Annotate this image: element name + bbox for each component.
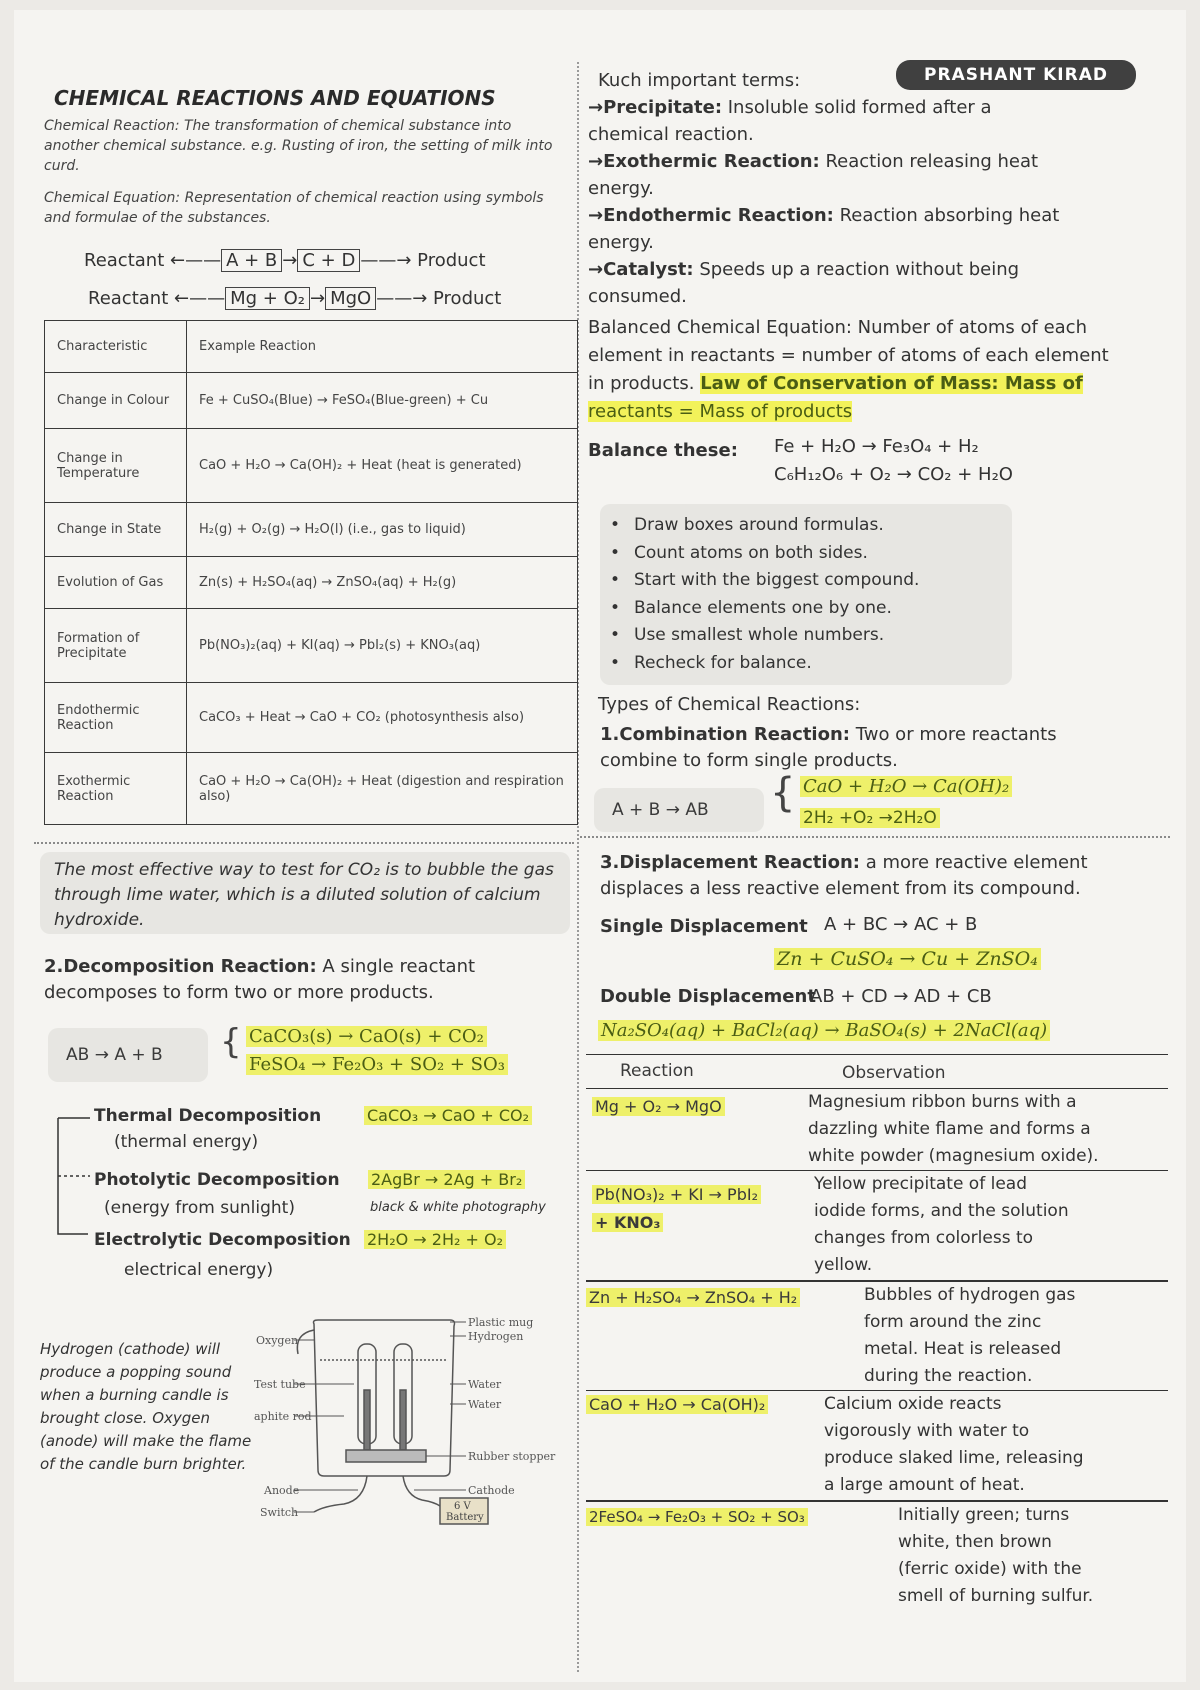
- combination-eq1: [800, 776, 1012, 797]
- decomposition-eq1: [246, 1026, 487, 1047]
- observation-cell: [808, 1089, 1099, 1170]
- brand-badge: PRASHANT KIRAD: [896, 60, 1136, 90]
- observation-line: Yellow precipitate of lead: [814, 1174, 1027, 1194]
- thermal-decomposition: [94, 1104, 321, 1129]
- double-displacement-eq: AB + CD → AD + CB: [810, 986, 992, 1007]
- table-row: [586, 1088, 1168, 1170]
- thermal-sub: (thermal energy): [114, 1132, 259, 1152]
- equation-text: Na₂SO₄(aq) + BaCl₂(aq) → BaSO₄(s) + 2NaCl(aq): [598, 1020, 1050, 1041]
- table-row: [45, 753, 578, 825]
- types-heading: Types of Chemical Reactions:: [598, 694, 861, 715]
- table-row: [45, 503, 578, 557]
- table-cell: Fe + CuSO₄(Blue) → FeSO₄(Blue-green) + Cu: [187, 373, 578, 429]
- observation-line: vigorously with water to: [824, 1421, 1030, 1441]
- observation-line: metal. Heat is released: [864, 1339, 1062, 1359]
- decomposition-text: A single reactant: [316, 956, 476, 977]
- term-desc: energy.: [588, 232, 654, 253]
- electrolytic-sub: electrical energy): [124, 1260, 274, 1280]
- list-item: • Recheck for balance.: [610, 650, 1002, 678]
- single-displacement-example: [774, 948, 1041, 970]
- type-name: Thermal Decomposition: [94, 1106, 322, 1126]
- electrolytic-decomposition: [94, 1228, 351, 1253]
- balance-eq2: C₆H₁₂O₆ + O₂ → CO₂ + H₂O: [774, 464, 1013, 485]
- combination-text: Two or more reactants: [849, 724, 1057, 745]
- reactant-box: A + B: [221, 249, 282, 272]
- electrode-left: [364, 1390, 370, 1450]
- arrow-right-icon: ——→: [376, 288, 428, 309]
- displacement-text: displaces a less reactive element from its compound.: [600, 878, 1081, 899]
- table-header-cell: Characteristic: [45, 321, 187, 373]
- conservation-law: Law of Conservation of Mass: Mass of: [700, 373, 1083, 394]
- balanced-text: element in reactants = number of atoms of each element: [588, 345, 1109, 366]
- list-item: • Start with the biggest compound.: [610, 567, 1002, 595]
- table-cell: Change in Colour: [45, 373, 187, 429]
- definition-chemical-reaction: Chemical Reaction: The transformation of chemical substance into another chemical substance. e.g. Rusting of iron, the setting of milk into curd.: [44, 118, 553, 174]
- table-row: [45, 683, 578, 753]
- observation-line: a large amount of heat.: [824, 1475, 1025, 1495]
- equation-text: CaO + H₂O → Ca(OH)₂: [800, 776, 1012, 797]
- label-cathode: Cathode: [468, 1484, 515, 1497]
- equation-text: 2H₂O → 2H₂ + O₂: [364, 1230, 506, 1249]
- decomposition-general: AB → A + B: [48, 1028, 208, 1082]
- displacement-definition: [600, 850, 1170, 902]
- label-rubber-stopper: Rubber stopper: [468, 1450, 556, 1463]
- list-item: • Balance elements one by one.: [610, 595, 1002, 623]
- term-desc: consumed.: [588, 286, 687, 307]
- term-desc: Insoluble solid formed after a: [722, 97, 992, 118]
- label-hydrogen: Hydrogen: [468, 1330, 524, 1343]
- balancing-steps-list: [600, 504, 1012, 685]
- observation-line: Initially green; turns: [898, 1505, 1070, 1525]
- combination-general: A + B → AB: [594, 788, 764, 832]
- label-switch: Switch: [260, 1506, 299, 1519]
- observation-line: Magnesium ribbon burns with a: [808, 1092, 1077, 1112]
- table-cell: H₂(g) + O₂(g) → H₂O(l) (i.e., gas to liquid): [187, 503, 578, 557]
- observation-line: dazzling white flame and forms a: [808, 1119, 1091, 1139]
- term-desc: Reaction releasing heat: [819, 151, 1039, 172]
- reaction-cell: Pb(NO₃)₂ + KI → PbI₂: [592, 1185, 761, 1204]
- arrow-right-icon: ——→: [360, 250, 412, 271]
- term-endothermic: [588, 202, 1168, 229]
- equation-text: Zn + CuSO₄ → Cu + ZnSO₄: [774, 948, 1041, 970]
- wire-left: [314, 1476, 367, 1512]
- brace-icon: {: [220, 1022, 242, 1062]
- table-row: [45, 557, 578, 609]
- section-divider-right: [580, 836, 1170, 838]
- observation-line: (ferric oxide) with the: [898, 1559, 1082, 1579]
- equation-text: 2AgBr → 2Ag + Br₂: [368, 1170, 525, 1189]
- label-battery-voltage: 6 V: [454, 1501, 471, 1512]
- balanced-text: Balanced Chemical Equation: Number of atoms of each: [588, 317, 1087, 338]
- brace-icon: {: [770, 770, 796, 816]
- observation-line: Calcium oxide reacts: [824, 1394, 1002, 1414]
- observation-cell: [864, 1282, 1075, 1390]
- observation-cell: [824, 1391, 1084, 1499]
- combination-text: combine to form single products.: [600, 750, 898, 771]
- table-cell: Change in State: [45, 503, 187, 557]
- arrow-left-icon: ←——: [170, 250, 222, 271]
- table-row: [586, 1170, 1168, 1280]
- thermal-eq: [364, 1106, 532, 1125]
- reaction-cell: + KNO₃: [592, 1213, 663, 1232]
- reactant-box: Mg + O₂: [225, 287, 310, 310]
- table-header-cell: Reaction: [620, 1061, 694, 1081]
- table-row: [45, 429, 578, 503]
- label-oxygen: Oxygen: [256, 1334, 299, 1347]
- equation-text: FeSO₄ → Fe₂O₃ + SO₂ + SO₃: [246, 1054, 508, 1075]
- label-water-1: Water: [468, 1378, 502, 1391]
- electrolytic-eq: [364, 1230, 506, 1249]
- arrow-left-icon: ←——: [174, 288, 226, 309]
- product-box: C + D: [297, 249, 360, 272]
- arrow-right-icon: →: [309, 288, 326, 309]
- table-header-row: [45, 321, 578, 373]
- label-graphite-rod: aphite rod: [254, 1410, 312, 1423]
- label-plastic-mug: Plastic mug: [468, 1316, 534, 1329]
- table-header-row: [586, 1054, 1168, 1088]
- balance-eq1: Fe + H₂O → Fe₃O₄ + H₂: [774, 436, 979, 457]
- reaction-cell: CaO + H₂O → Ca(OH)₂: [586, 1395, 768, 1414]
- displacement-text: a more reactive element: [859, 852, 1088, 873]
- equation-text: 2H₂ +O₂ →2H₂O: [800, 808, 940, 828]
- column-divider: [577, 62, 579, 1672]
- balanced-equation-definition: [588, 314, 1170, 426]
- definition-chemical-equation: Chemical Equation: Representation of chemical reaction using symbols and formulae of the substances.: [44, 190, 544, 226]
- table-cell: Evolution of Gas: [45, 557, 187, 609]
- photolytic-decomposition: [94, 1168, 340, 1193]
- observation-line: during the reaction.: [864, 1366, 1033, 1386]
- combination-definition: [600, 722, 1170, 774]
- photolytic-sub: (energy from sunlight): [104, 1198, 295, 1218]
- observation-line: smell of burning sulfur.: [898, 1586, 1094, 1606]
- table-header-cell: Example Reaction: [187, 321, 578, 373]
- decomposition-eq2: [246, 1054, 508, 1075]
- label-test-tube: Test tube: [254, 1378, 306, 1391]
- electrolysis-note: Hydrogen (cathode) will produce a popping sound when a burning candle is brought close. Oxygen (anode) will make the flame of the candle burn brighter.: [40, 1340, 252, 1473]
- equation-text: CaCO₃(s) → CaO(s) + CO₂: [246, 1026, 487, 1047]
- terms-heading: Kuch important terms:: [598, 70, 801, 91]
- reaction-cell: Mg + O₂ → MgO: [592, 1097, 725, 1116]
- term-desc: energy.: [588, 178, 654, 199]
- scheme-row-2: [88, 286, 501, 312]
- table-row: [586, 1390, 1168, 1500]
- photolytic-eq: [368, 1170, 525, 1189]
- table-cell: Zn(s) + H₂SO₄(aq) → ZnSO₄(aq) + H₂(g): [187, 557, 578, 609]
- term-desc: chemical reaction.: [588, 124, 754, 145]
- term-precipitate: [588, 94, 1168, 121]
- balance-label: Balance these:: [588, 440, 738, 461]
- arrow-right-icon: →: [282, 250, 298, 271]
- page-title: CHEMICAL REACTIONS AND EQUATIONS: [54, 86, 496, 110]
- equation-text: CaCO₃ → CaO + CO₂: [364, 1106, 532, 1125]
- label-water-2: Water: [468, 1398, 502, 1411]
- displacement-label: Single Displacement: [600, 916, 808, 937]
- type-name: Photolytic Decomposition: [94, 1170, 340, 1190]
- single-displacement-eq: A + BC → AC + B: [824, 914, 978, 935]
- displacement-label: Double Displacement: [600, 986, 816, 1007]
- term-name: →Endothermic Reaction:: [588, 205, 834, 226]
- observation-line: Bubbles of hydrogen gas: [864, 1285, 1076, 1305]
- observation-line: yellow.: [814, 1255, 873, 1275]
- term-catalyst: [588, 256, 1168, 283]
- table-row: [45, 373, 578, 429]
- reaction-cell: Zn + H₂SO₄ → ZnSO₄ + H₂: [586, 1288, 800, 1307]
- combination-heading: 1.Combination Reaction:: [600, 724, 850, 745]
- type-name: Electrolytic Decomposition: [94, 1230, 351, 1250]
- table-cell: Formation of Precipitate: [45, 609, 187, 683]
- reactant-label: Reactant: [88, 288, 169, 309]
- table-header-cell: Observation: [842, 1063, 946, 1083]
- single-displacement: [600, 914, 808, 940]
- table-row: [586, 1280, 1168, 1390]
- double-displacement: [600, 984, 816, 1010]
- notes-page: [14, 10, 1186, 1682]
- decomposition-heading: 2.Decomposition Reaction:: [44, 956, 317, 977]
- observation-line: iodide forms, and the solution: [814, 1201, 1069, 1221]
- decomposition-text: decomposes to form two or more products.: [44, 982, 434, 1003]
- reactant-label: Reactant: [84, 250, 165, 271]
- balanced-text: in products.: [588, 373, 701, 394]
- scheme-row-1: [84, 248, 486, 274]
- stopper-shape: [346, 1450, 426, 1462]
- product-label: Product: [417, 250, 486, 271]
- table-cell: Change in Temperature: [45, 429, 187, 503]
- list-item: • Use smallest whole numbers.: [610, 622, 1002, 650]
- list-item: • Count atoms on both sides.: [610, 540, 1002, 568]
- observation-line: white, then brown: [898, 1532, 1052, 1552]
- term-exothermic: [588, 148, 1168, 175]
- electrolysis-apparatus-diagram: [254, 1300, 574, 1530]
- observation-cell: [898, 1502, 1093, 1610]
- terms-list: [588, 94, 1168, 310]
- table-cell: CaO + H₂O → Ca(OH)₂ + Heat (digestion and respiration also): [187, 753, 578, 825]
- displacement-heading: 3.Displacement Reaction:: [600, 852, 860, 873]
- conservation-law: reactants = Mass of products: [588, 401, 853, 422]
- combination-eq2: [800, 808, 940, 828]
- observation-line: produce slaked lime, releasing: [824, 1448, 1084, 1468]
- term-name: →Catalyst:: [588, 259, 694, 280]
- electrode-right: [400, 1390, 406, 1450]
- mug-handle-shape: [297, 1330, 314, 1354]
- label-anode: Anode: [264, 1484, 300, 1497]
- observation-line: form around the zinc: [864, 1312, 1042, 1332]
- product-box: MgO: [325, 287, 376, 310]
- term-desc: Reaction absorbing heat: [833, 205, 1060, 226]
- characteristics-table: [44, 320, 578, 825]
- tree-connector-lines: [48, 1108, 98, 1248]
- co2-test-note: The most effective way to test for CO₂ is to bubble the gas through lime water, which is a diluted solution of calcium hydroxide.: [40, 852, 570, 934]
- leader-lines: [294, 1322, 466, 1512]
- label-battery: Battery: [446, 1512, 484, 1523]
- product-label: Product: [433, 288, 502, 309]
- observation-line: white powder (magnesium oxide).: [808, 1146, 1099, 1166]
- table-cell: CaO + H₂O → Ca(OH)₂ + Heat (heat is generated): [187, 429, 578, 503]
- observation-cell: [814, 1171, 1069, 1279]
- section-divider-left: [34, 842, 574, 844]
- table-row: [586, 1500, 1168, 1612]
- table-row: [45, 609, 578, 683]
- decomposition-definition: [44, 954, 574, 1006]
- table-cell: Pb(NO₃)₂(aq) + KI(aq) → PbI₂(s) + KNO₃(aq): [187, 609, 578, 683]
- table-cell: Exothermic Reaction: [45, 753, 187, 825]
- table-cell: Endothermic Reaction: [45, 683, 187, 753]
- photolytic-note: black & white photography: [370, 1200, 546, 1215]
- term-name: →Precipitate:: [588, 97, 723, 118]
- list-item: • Draw boxes around formulas.: [610, 512, 1002, 540]
- observation-line: changes from colorless to: [814, 1228, 1034, 1248]
- double-displacement-example: [598, 1020, 1050, 1041]
- term-name: →Exothermic Reaction:: [588, 151, 820, 172]
- reaction-cell: 2FeSO₄ → Fe₂O₃ + SO₂ + SO₃: [586, 1508, 808, 1526]
- term-desc: Speeds up a reaction without being: [693, 259, 1020, 280]
- table-cell: CaCO₃ + Heat → CaO + CO₂ (photosynthesis also): [187, 683, 578, 753]
- wire-right: [403, 1476, 440, 1506]
